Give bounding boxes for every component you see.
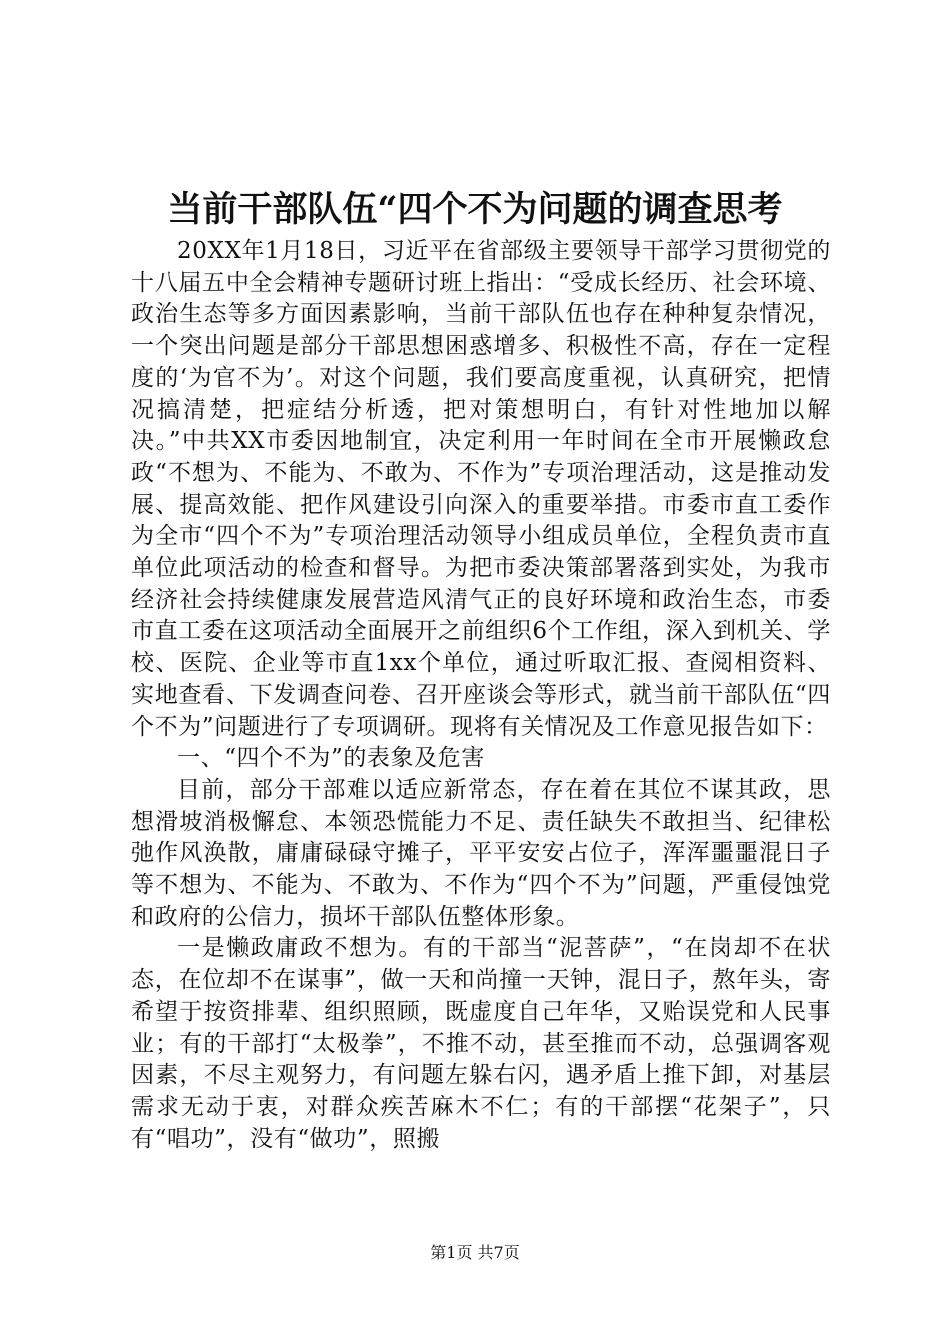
section-heading: 一、“四个不为”的表象及危害 (177, 745, 485, 772)
document-body (131, 236, 831, 1155)
document-title: 当前干部队伍“四个不为问题的调查思考 (167, 189, 783, 230)
point-one-paragraph: 一是懒政庸政不想为。有的干部当“泥菩萨”，“在岗却不在状态，在位却不在谋事”，做一天和尚撞一天钟，混日子，熬年头，寄希望于按资排辈、组织照顾，既虚度自己年华，又贻误党和人民事业；有的干部打“太极拳”，不推不动，甚至推而不动，总强调客观因素，不尽主观努力，有问题左躲右闪，遇矛盾上推下卸，对基层需求无动于衷，对群众疾苦麻木不仁；有的干部摆“花架子”，只有“唱功”，没有“做功”，照搬 (131, 935, 831, 1152)
section-paragraph: 目前，部分干部难以适应新常态，存在着在其位不谋其政，思想滑坡消极懈怠、本领恐慌能力不足、责任缺失不敢担当、纪律松弛作风涣散，庸庸碌碌守摊子，平平安安占位子，浑浑噩噩混日子等不想为、不能为、不敢为、不作为“四个不为”问题，严重侵蚀党和政府的公信力，损坏干部队伍整体形象。 (131, 776, 831, 930)
page-number-footer: 第1页 共7页 (430, 1243, 520, 1262)
intro-paragraph: 20XX年1月18日，习近平在省部级主要领导干部学习贯彻党的十八届五中全会精神专题研讨班上指出：“受成长经历、社会环境、政治生态等多方面因素影响，当前干部队伍也存在种种复杂情况，一个突出问题是部分干部思想困惑增多、积极性不高，存在一定程度的‘为官不为’。对这个问题，我们要高度重视，认真研究，把情况搞清楚，把症结分析透，把对策想明白，有针对性地加以解决。”中共XX市委因地制宜，决定利用一年时间在全市开展懒政怠政“不想为、不能为、不敢为、不作为”专项治理活动，这是推动发展、提高效能、把作风建设引向深入的重要举措。市委市直工委作为全市“四个不为”专项治理活动领导小组成员单位，全程负责市直单位此项活动的检查和督导。为把市委决策部署落到实处，为我市经济社会持续健康发展营造风清气正的良好环境和政治生态，市委市直工委在这项活动全面展开之前组织6个工作组，深入到机关、学校、医院、企业等市直1xx个单位，通过听取汇报、查阅相资料、实地查看、下发调查问卷、召开座谈会等形式，就当前干部队伍“四个不为”问题进行了专项调研。现将有关情况及工作意见报告如下： (131, 238, 831, 740)
